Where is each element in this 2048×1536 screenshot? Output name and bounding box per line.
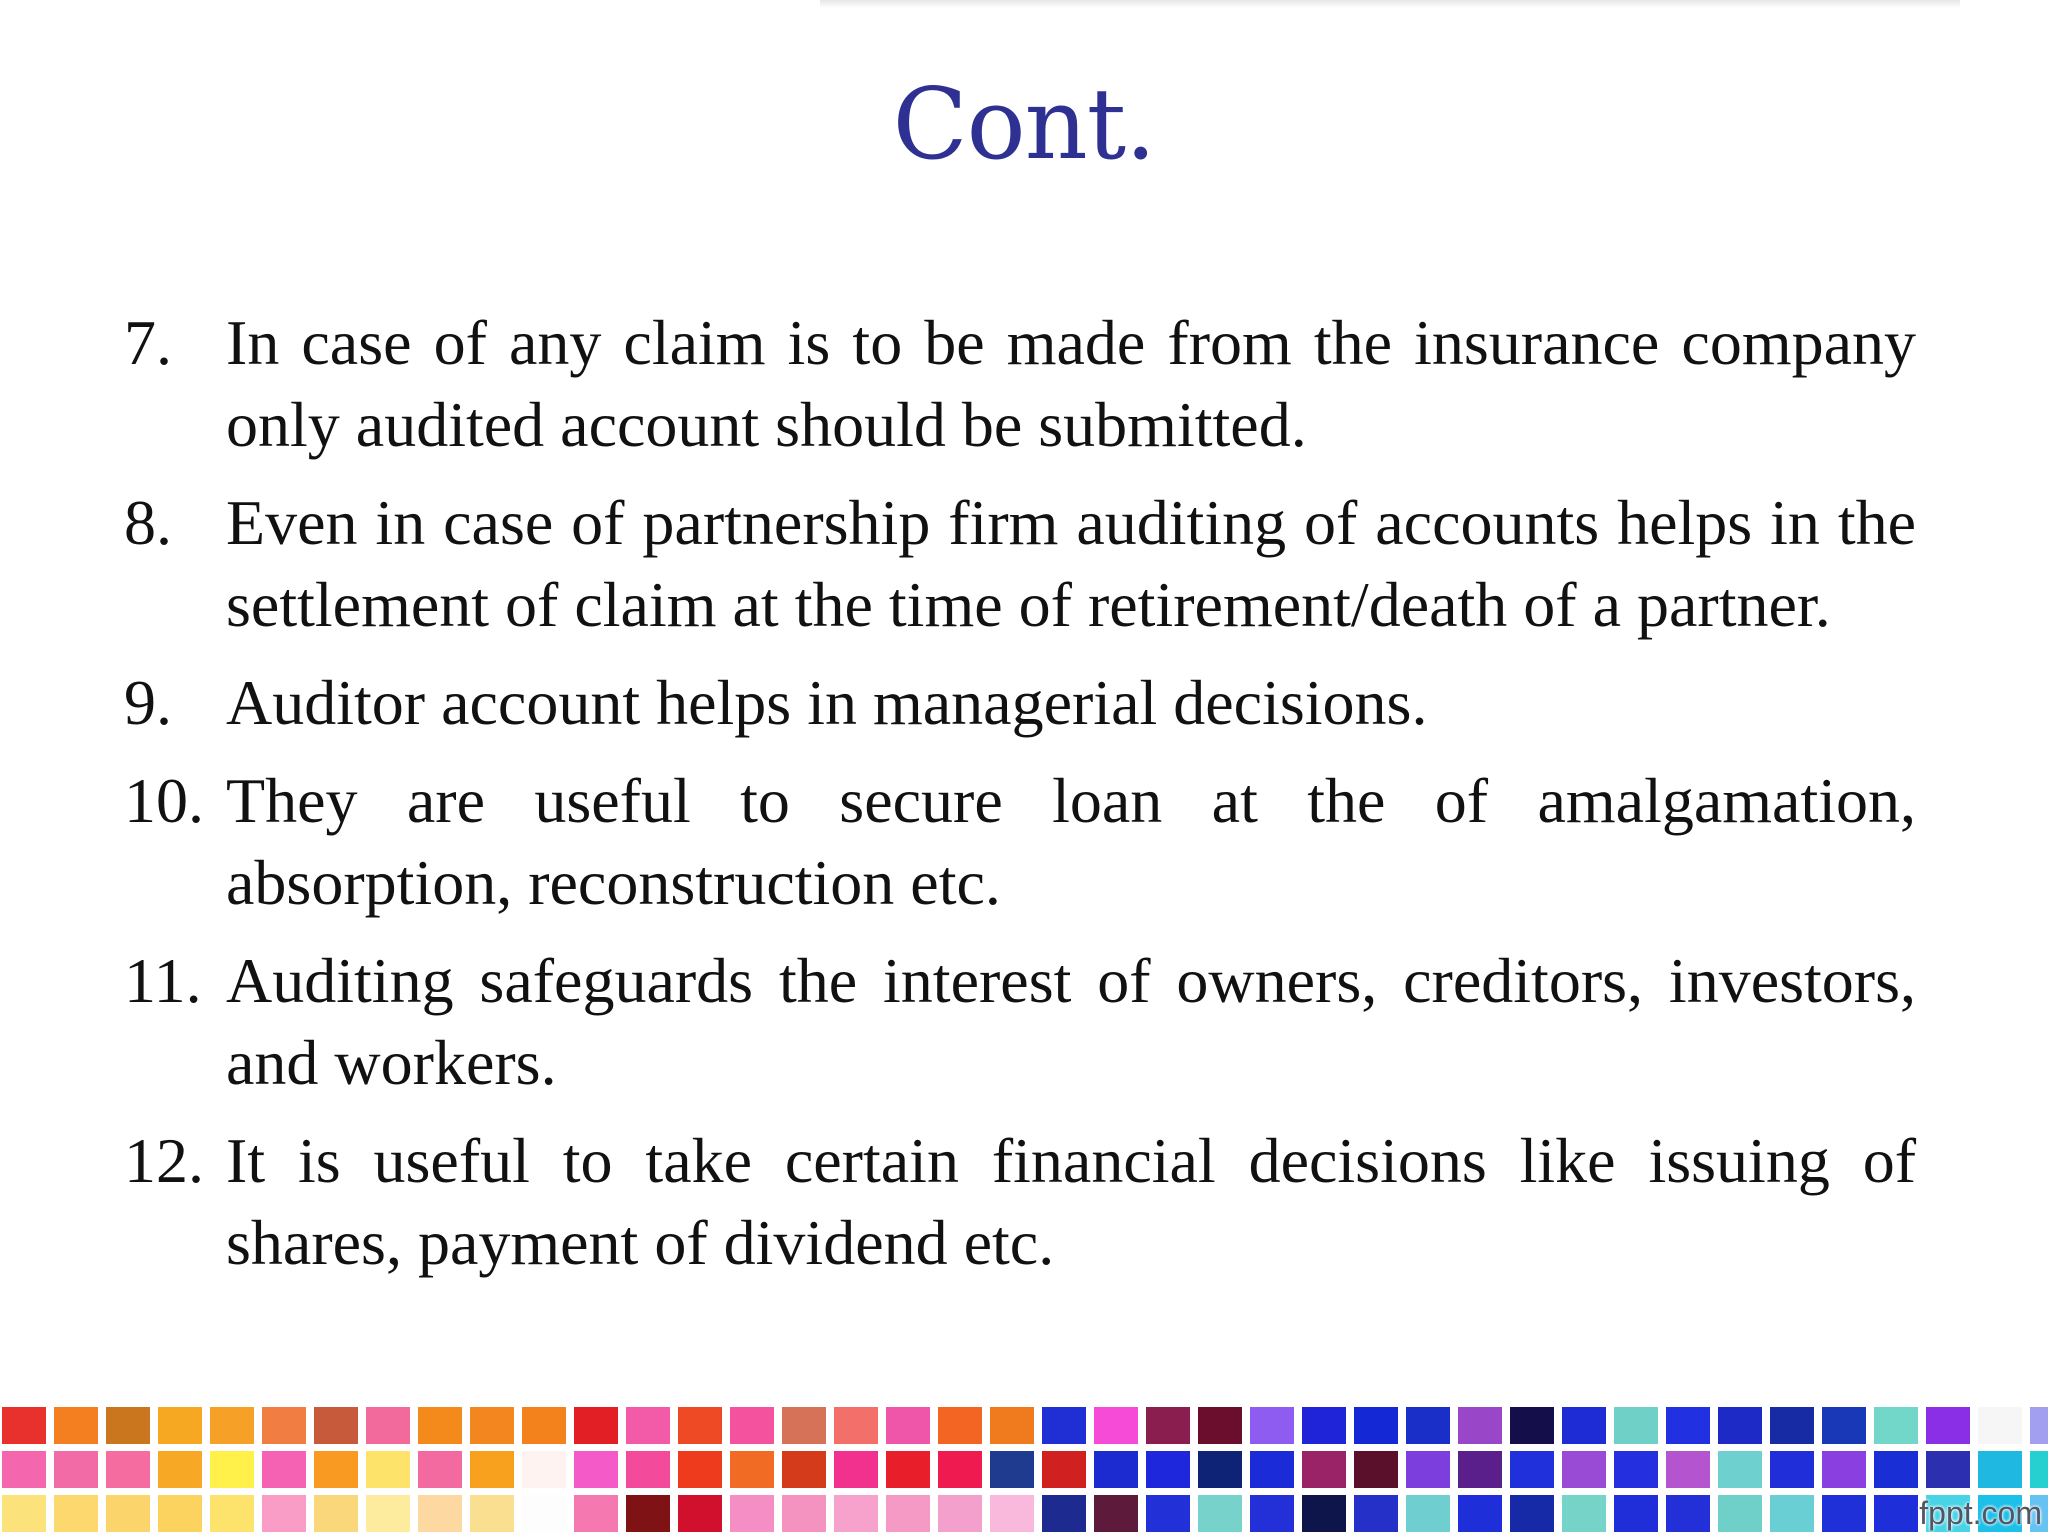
mosaic-tile [990, 1407, 1034, 1444]
list-item-text: Even in case of partnership firm auditing of accounts helps in the settlement of claim at the time of retirement/death of a partner. [226, 487, 1916, 640]
mosaic-tile [2, 1495, 46, 1532]
mosaic-tile [938, 1451, 982, 1488]
mosaic-tile [1926, 1451, 1970, 1488]
mosaic-tile [1874, 1407, 1918, 1444]
mosaic-tile [1718, 1451, 1762, 1488]
mosaic-tile [106, 1495, 150, 1532]
mosaic-tile [262, 1407, 306, 1444]
mosaic-tile [1406, 1495, 1450, 1532]
mosaic-tile [1146, 1495, 1190, 1532]
mosaic-tile [886, 1407, 930, 1444]
mosaic-tile [1146, 1451, 1190, 1488]
mosaic-tile [574, 1495, 618, 1532]
mosaic-tile [834, 1407, 878, 1444]
mosaic-tile [938, 1407, 982, 1444]
mosaic-tile [1406, 1407, 1450, 1444]
mosaic-tile [626, 1407, 670, 1444]
mosaic-tile [54, 1451, 98, 1488]
mosaic-tile [1042, 1451, 1086, 1488]
mosaic-tile [1666, 1451, 1710, 1488]
list-item-text: In case of any claim is to be made from the insurance company only audited account should be submitted. [226, 307, 1916, 460]
mosaic-tile [418, 1407, 462, 1444]
mosaic-tile [1978, 1407, 2022, 1444]
mosaic-tile [314, 1407, 358, 1444]
mosaic-tile [1198, 1495, 1242, 1532]
mosaic-tile [834, 1451, 878, 1488]
slide-title: Cont. [892, 68, 1156, 182]
mosaic-tile [1666, 1495, 1710, 1532]
mosaic-tile [730, 1495, 774, 1532]
list-item-text: Auditor account helps in managerial decisions. [226, 667, 1428, 738]
mosaic-tile [886, 1495, 930, 1532]
mosaic-tile [158, 1495, 202, 1532]
mosaic-tile [886, 1451, 930, 1488]
mosaic-tile [1666, 1407, 1710, 1444]
list-item-text: Auditing safeguards the interest of owners, creditors, investors, and workers. [226, 945, 1916, 1098]
mosaic-tile [262, 1451, 306, 1488]
mosaic-tile [990, 1495, 1034, 1532]
mosaic-tile [1302, 1495, 1346, 1532]
mosaic-tile [366, 1451, 410, 1488]
mosaic-tile [678, 1495, 722, 1532]
mosaic-tile [1198, 1407, 1242, 1444]
mosaic-tile [1770, 1495, 1814, 1532]
mosaic-tile [1250, 1451, 1294, 1488]
mosaic-tile [678, 1407, 722, 1444]
list-item [124, 1120, 1916, 1284]
mosaic-tile [1562, 1495, 1606, 1532]
list-item [124, 302, 1916, 466]
mosaic-tile [1302, 1451, 1346, 1488]
mosaic-tile [2, 1407, 46, 1444]
mosaic-tile [2, 1451, 46, 1488]
top-shadow-strip [820, 0, 1960, 8]
mosaic-tile [1146, 1407, 1190, 1444]
mosaic-tile [626, 1451, 670, 1488]
mosaic-tile [1250, 1407, 1294, 1444]
mosaic-tile [1510, 1407, 1554, 1444]
list-item-number: 7. [124, 307, 172, 378]
mosaic-tile [574, 1451, 618, 1488]
mosaic-tile [782, 1451, 826, 1488]
mosaic-tile [210, 1407, 254, 1444]
mosaic-tile [522, 1451, 566, 1488]
mosaic-tile [418, 1451, 462, 1488]
mosaic-tile [990, 1451, 1034, 1488]
color-mosaic-footer [0, 1406, 2048, 1536]
mosaic-tile [1822, 1495, 1866, 1532]
mosaic-tile [834, 1495, 878, 1532]
list-item-number: 9. [124, 667, 172, 738]
mosaic-tile [678, 1451, 722, 1488]
mosaic-tile [1562, 1451, 1606, 1488]
mosaic-tile [1094, 1451, 1138, 1488]
mosaic-tile [1042, 1407, 1086, 1444]
mosaic-tile [1406, 1451, 1450, 1488]
mosaic-tile [106, 1407, 150, 1444]
mosaic-tile [470, 1407, 514, 1444]
mosaic-tile [314, 1495, 358, 1532]
mosaic-tile [1718, 1407, 1762, 1444]
mosaic-tile [54, 1407, 98, 1444]
list-item-number: 11. [124, 945, 202, 1016]
mosaic-tile [1458, 1407, 1502, 1444]
mosaic-tile [2030, 1451, 2048, 1488]
mosaic-tile [1198, 1451, 1242, 1488]
mosaic-tile [938, 1495, 982, 1532]
mosaic-tile [1510, 1451, 1554, 1488]
mosaic-tile [1718, 1495, 1762, 1532]
mosaic-tile [1874, 1495, 1918, 1532]
mosaic-tile [1926, 1407, 1970, 1444]
mosaic-tile [1614, 1407, 1658, 1444]
mosaic-tile [574, 1407, 618, 1444]
mosaic-tile [1302, 1407, 1346, 1444]
mosaic-tile [418, 1495, 462, 1532]
mosaic-tile [470, 1451, 514, 1488]
mosaic-tile [626, 1495, 670, 1532]
mosaic-tile [470, 1495, 514, 1532]
list-item [124, 482, 1916, 646]
mosaic-tile [1562, 1407, 1606, 1444]
mosaic-tile [782, 1407, 826, 1444]
mosaic-tile [730, 1451, 774, 1488]
mosaic-tile [1042, 1495, 1086, 1532]
mosaic-tile [1978, 1451, 2022, 1488]
mosaic-tile [1510, 1495, 1554, 1532]
mosaic-tile [158, 1451, 202, 1488]
mosaic-tile [1354, 1451, 1398, 1488]
list-item [124, 760, 1916, 924]
mosaic-tile [262, 1495, 306, 1532]
mosaic-tile [1250, 1495, 1294, 1532]
mosaic-tile [366, 1495, 410, 1532]
list-item-text: It is useful to take certain financial decisions like issuing of shares, payment of dividend etc. [226, 1125, 1916, 1278]
mosaic-tile [522, 1407, 566, 1444]
mosaic-tile [1094, 1407, 1138, 1444]
mosaic-tile [1874, 1451, 1918, 1488]
mosaic-tile [210, 1495, 254, 1532]
mosaic-tile [2030, 1407, 2048, 1444]
mosaic-tile [54, 1495, 98, 1532]
mosaic-tile [522, 1495, 566, 1532]
mosaic-tile [1458, 1495, 1502, 1532]
list-item-number: 8. [124, 487, 172, 558]
mosaic-tile [1822, 1407, 1866, 1444]
mosaic-tile [1094, 1495, 1138, 1532]
mosaic-tile [1354, 1495, 1398, 1532]
mosaic-tile [1458, 1451, 1502, 1488]
mosaic-tile [782, 1495, 826, 1532]
mosaic-tile [1614, 1451, 1658, 1488]
mosaic-tile [1770, 1451, 1814, 1488]
numbered-list [124, 302, 1916, 1300]
mosaic-tile [210, 1451, 254, 1488]
mosaic-tile [1614, 1495, 1658, 1532]
list-item [124, 662, 1916, 744]
mosaic-tile [730, 1407, 774, 1444]
mosaic-tile [314, 1451, 358, 1488]
brand-watermark: fppt.com [1919, 1495, 2042, 1531]
mosaic-tile [366, 1407, 410, 1444]
list-item-number: 12. [124, 1125, 204, 1196]
mosaic-tile [1770, 1407, 1814, 1444]
list-item-number: 10. [124, 765, 204, 836]
list-item [124, 940, 1916, 1104]
mosaic-tile [1354, 1407, 1398, 1444]
mosaic-tile [106, 1451, 150, 1488]
mosaic-tile [158, 1407, 202, 1444]
mosaic-tile [1822, 1451, 1866, 1488]
list-item-text: They are useful to secure loan at the of amalgamation, absorption, reconstruction etc. [226, 765, 1916, 918]
